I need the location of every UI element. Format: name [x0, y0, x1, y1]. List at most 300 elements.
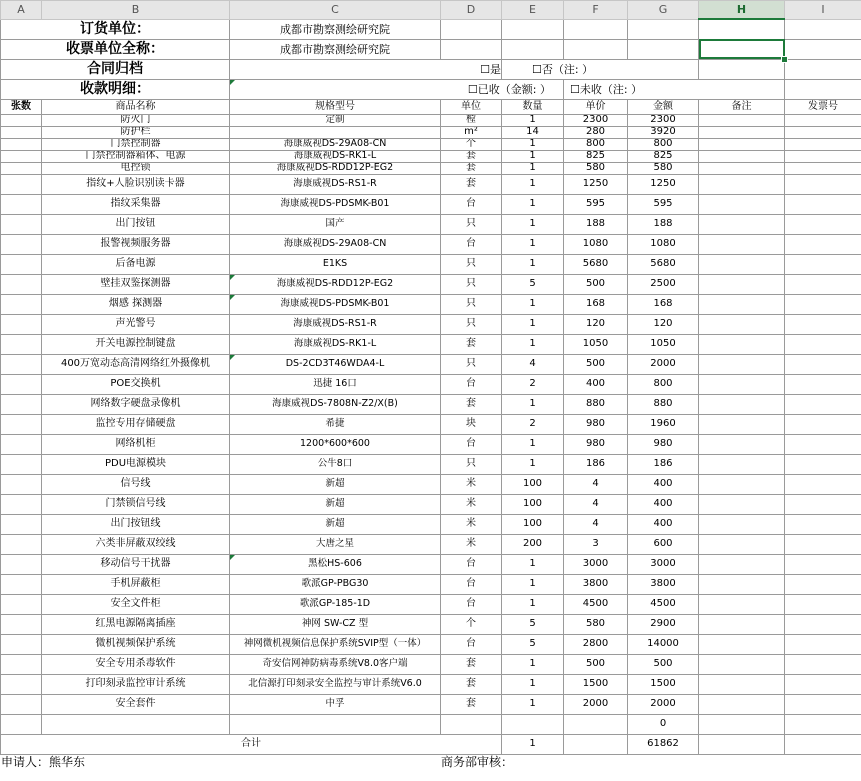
- price-cell[interactable]: 595: [564, 194, 628, 214]
- cell[interactable]: [628, 19, 699, 39]
- cell[interactable]: [1, 714, 42, 734]
- remarks-cell[interactable]: [699, 394, 785, 414]
- remarks-cell[interactable]: [699, 574, 785, 594]
- cell[interactable]: [628, 39, 699, 59]
- invoice-cell[interactable]: [785, 334, 861, 354]
- qty-cell[interactable]: 1: [502, 594, 564, 614]
- unit-cell[interactable]: 个: [441, 138, 502, 150]
- unit-cell[interactable]: 只: [441, 354, 502, 374]
- invoice-cell[interactable]: [785, 414, 861, 434]
- amount-cell[interactable]: 580: [628, 162, 699, 174]
- invoice-cell[interactable]: [785, 374, 861, 394]
- product-name-cell[interactable]: 指纹采集器: [42, 194, 230, 214]
- sheets-cell[interactable]: [1, 126, 42, 138]
- price-cell[interactable]: 2000: [564, 694, 628, 714]
- amount-cell[interactable]: 4500: [628, 594, 699, 614]
- total-qty[interactable]: 1: [502, 734, 564, 754]
- spec-cell[interactable]: 国产: [230, 214, 441, 234]
- product-name-cell[interactable]: 防护栏: [42, 126, 230, 138]
- unit-cell[interactable]: 台: [441, 574, 502, 594]
- cell[interactable]: [564, 714, 628, 734]
- remarks-cell[interactable]: [699, 434, 785, 454]
- sheets-cell[interactable]: [1, 574, 42, 594]
- invoice-cell[interactable]: [785, 634, 861, 654]
- amount-cell[interactable]: 3000: [628, 554, 699, 574]
- price-cell[interactable]: 580: [564, 162, 628, 174]
- amount-cell[interactable]: 1250: [628, 174, 699, 194]
- remarks-cell[interactable]: [699, 334, 785, 354]
- remarks-cell[interactable]: [699, 634, 785, 654]
- product-name-cell[interactable]: 红黑电源隔离插座: [42, 614, 230, 634]
- spec-cell[interactable]: 希捷: [230, 414, 441, 434]
- amount-cell[interactable]: 120: [628, 314, 699, 334]
- product-name-cell[interactable]: 壁挂双鉴探测器: [42, 274, 230, 294]
- spec-cell[interactable]: 海康威视DS-7808N-Z2/X(B): [230, 394, 441, 414]
- sheets-cell[interactable]: [1, 294, 42, 314]
- unit-cell[interactable]: m²: [441, 126, 502, 138]
- amount-cell[interactable]: 825: [628, 150, 699, 162]
- unit-cell[interactable]: 只: [441, 294, 502, 314]
- cell[interactable]: [502, 714, 564, 734]
- unit-cell[interactable]: 只: [441, 214, 502, 234]
- price-cell[interactable]: 4500: [564, 594, 628, 614]
- invoice-cell[interactable]: [785, 314, 861, 334]
- price-cell[interactable]: 500: [564, 354, 628, 374]
- cell[interactable]: [502, 39, 564, 59]
- amount-cell[interactable]: 2000: [628, 354, 699, 374]
- cell[interactable]: [441, 714, 502, 734]
- product-name-cell[interactable]: 门禁控制器: [42, 138, 230, 150]
- unit-cell[interactable]: 台: [441, 434, 502, 454]
- column-header-c[interactable]: C: [230, 1, 441, 20]
- price-cell[interactable]: 1080: [564, 234, 628, 254]
- amount-cell[interactable]: 3800: [628, 574, 699, 594]
- remarks-cell[interactable]: [699, 614, 785, 634]
- unit-cell[interactable]: 套: [441, 694, 502, 714]
- qty-cell[interactable]: 1: [502, 334, 564, 354]
- price-cell[interactable]: 800: [564, 138, 628, 150]
- spec-cell[interactable]: 海康威视DS-RS1-R: [230, 174, 441, 194]
- invoice-cell[interactable]: [785, 214, 861, 234]
- product-name-cell[interactable]: 开关电源控制键盘: [42, 334, 230, 354]
- sheets-cell[interactable]: [1, 554, 42, 574]
- column-header-h[interactable]: H: [699, 1, 785, 20]
- product-name-cell[interactable]: 烟感 探测器: [42, 294, 230, 314]
- qty-cell[interactable]: 1: [502, 654, 564, 674]
- sheets-cell[interactable]: [1, 514, 42, 534]
- spec-cell[interactable]: DS-2CD3T46WDA4-L: [230, 354, 441, 374]
- sheets-cell[interactable]: [1, 434, 42, 454]
- qty-cell[interactable]: 1: [502, 314, 564, 334]
- price-cell[interactable]: 1050: [564, 334, 628, 354]
- qty-cell[interactable]: 1: [502, 174, 564, 194]
- invoice-cell[interactable]: [785, 294, 861, 314]
- amount-cell[interactable]: 5680: [628, 254, 699, 274]
- invoice-cell[interactable]: [785, 394, 861, 414]
- price-cell[interactable]: 2300: [564, 114, 628, 126]
- spec-cell[interactable]: 新超: [230, 474, 441, 494]
- sheets-cell[interactable]: [1, 414, 42, 434]
- sheets-cell[interactable]: [1, 674, 42, 694]
- unit-cell[interactable]: 只: [441, 454, 502, 474]
- remarks-cell[interactable]: [699, 254, 785, 274]
- sheets-cell[interactable]: [1, 614, 42, 634]
- remarks-cell[interactable]: [699, 494, 785, 514]
- cell[interactable]: [230, 714, 441, 734]
- product-name-cell[interactable]: 电控锁: [42, 162, 230, 174]
- sheets-cell[interactable]: [1, 474, 42, 494]
- qty-cell[interactable]: 1: [502, 254, 564, 274]
- spec-cell[interactable]: 海康威视DS-RDD12P-EG2: [230, 274, 441, 294]
- product-name-cell[interactable]: 微机视频保护系统: [42, 634, 230, 654]
- amount-cell[interactable]: 2000: [628, 694, 699, 714]
- column-header-g[interactable]: G: [628, 1, 699, 20]
- sheets-cell[interactable]: [1, 374, 42, 394]
- contract-no-checkbox[interactable]: ☐否（注: ）: [502, 59, 699, 79]
- product-name-cell[interactable]: 手机屏蔽柜: [42, 574, 230, 594]
- product-name-cell[interactable]: 移动信号干扰器: [42, 554, 230, 574]
- spec-cell[interactable]: 神网 SW-CZ 型: [230, 614, 441, 634]
- invoice-cell[interactable]: [785, 554, 861, 574]
- cell[interactable]: [42, 714, 230, 734]
- sheets-cell[interactable]: [1, 174, 42, 194]
- amount-cell[interactable]: 2300: [628, 114, 699, 126]
- product-name-cell[interactable]: 指纹+人脸识别读卡器: [42, 174, 230, 194]
- remarks-cell[interactable]: [699, 150, 785, 162]
- spec-cell[interactable]: 1200*600*600: [230, 434, 441, 454]
- unit-cell[interactable]: 米: [441, 534, 502, 554]
- spec-cell[interactable]: 新超: [230, 494, 441, 514]
- amount-cell[interactable]: 3920: [628, 126, 699, 138]
- price-cell[interactable]: 500: [564, 654, 628, 674]
- qty-cell[interactable]: 2: [502, 414, 564, 434]
- unit-cell[interactable]: 台: [441, 554, 502, 574]
- sheets-cell[interactable]: [1, 138, 42, 150]
- spec-cell[interactable]: 黑松HS-606: [230, 554, 441, 574]
- unit-cell[interactable]: 台: [441, 234, 502, 254]
- qty-cell[interactable]: 4: [502, 354, 564, 374]
- sheets-cell[interactable]: [1, 274, 42, 294]
- sheets-cell[interactable]: [1, 394, 42, 414]
- price-cell[interactable]: 3800: [564, 574, 628, 594]
- remarks-cell[interactable]: [699, 694, 785, 714]
- price-cell[interactable]: 188: [564, 214, 628, 234]
- price-cell[interactable]: 980: [564, 434, 628, 454]
- invoice-cell[interactable]: [785, 654, 861, 674]
- remarks-cell[interactable]: [699, 594, 785, 614]
- qty-cell[interactable]: 200: [502, 534, 564, 554]
- spec-cell[interactable]: 北信源打印刻录安全监控与审计系统V6.0: [230, 674, 441, 694]
- amount-cell[interactable]: 2500: [628, 274, 699, 294]
- amount-cell[interactable]: 1080: [628, 234, 699, 254]
- remarks-cell[interactable]: [699, 274, 785, 294]
- order-unit-value[interactable]: 成都市勘察测绘研究院: [230, 19, 441, 39]
- qty-cell[interactable]: 100: [502, 514, 564, 534]
- contract-yes-checkbox[interactable]: ☐是: [230, 59, 502, 79]
- qty-cell[interactable]: 1: [502, 138, 564, 150]
- unit-cell[interactable]: 米: [441, 514, 502, 534]
- invoice-cell[interactable]: [785, 694, 861, 714]
- cell[interactable]: [785, 714, 861, 734]
- qty-cell[interactable]: 1: [502, 150, 564, 162]
- amount-cell[interactable]: 800: [628, 138, 699, 150]
- invoice-cell[interactable]: [785, 594, 861, 614]
- blank-amount-cell[interactable]: 0: [628, 714, 699, 734]
- qty-cell[interactable]: 100: [502, 494, 564, 514]
- sheets-cell[interactable]: [1, 694, 42, 714]
- amount-cell[interactable]: 600: [628, 534, 699, 554]
- product-name-cell[interactable]: 六类非屏蔽双绞线: [42, 534, 230, 554]
- column-header-f[interactable]: F: [564, 1, 628, 20]
- product-name-cell[interactable]: 网络数字硬盘录像机: [42, 394, 230, 414]
- sheets-cell[interactable]: [1, 594, 42, 614]
- qty-cell[interactable]: 1: [502, 294, 564, 314]
- remarks-cell[interactable]: [699, 534, 785, 554]
- qty-cell[interactable]: 1: [502, 194, 564, 214]
- invoice-cell[interactable]: [785, 138, 861, 150]
- cell[interactable]: [785, 734, 861, 754]
- amount-cell[interactable]: 500: [628, 654, 699, 674]
- column-header-i[interactable]: I: [785, 1, 861, 20]
- column-header-a[interactable]: A: [1, 1, 42, 20]
- price-cell[interactable]: 580: [564, 614, 628, 634]
- spec-cell[interactable]: 海康威视DS-PDSMK-B01: [230, 194, 441, 214]
- product-name-cell[interactable]: 后备电源: [42, 254, 230, 274]
- sheets-cell[interactable]: [1, 314, 42, 334]
- spec-cell[interactable]: 神网微机视频信息保护系统SVIP型（一体）: [230, 634, 441, 654]
- qty-cell[interactable]: 1: [502, 554, 564, 574]
- cell[interactable]: [441, 39, 502, 59]
- cell[interactable]: [699, 19, 785, 39]
- amount-cell[interactable]: 595: [628, 194, 699, 214]
- unit-cell[interactable]: 只: [441, 314, 502, 334]
- total-amount[interactable]: 61862: [628, 734, 699, 754]
- qty-cell[interactable]: 1: [502, 234, 564, 254]
- spec-cell[interactable]: 中孚: [230, 694, 441, 714]
- product-name-cell[interactable]: 400万宽动态高清网络红外摄像机: [42, 354, 230, 374]
- cell[interactable]: [699, 59, 785, 79]
- spec-cell[interactable]: 海康威视DS-RK1-L: [230, 150, 441, 162]
- unit-cell[interactable]: 套: [441, 654, 502, 674]
- amount-cell[interactable]: 168: [628, 294, 699, 314]
- cell[interactable]: [564, 39, 628, 59]
- price-cell[interactable]: 168: [564, 294, 628, 314]
- cell[interactable]: [785, 39, 861, 59]
- remarks-cell[interactable]: [699, 414, 785, 434]
- remarks-cell[interactable]: [699, 674, 785, 694]
- amount-cell[interactable]: 880: [628, 394, 699, 414]
- sheets-cell[interactable]: [1, 150, 42, 162]
- remarks-cell[interactable]: [699, 126, 785, 138]
- price-cell[interactable]: 400: [564, 374, 628, 394]
- qty-cell[interactable]: 14: [502, 126, 564, 138]
- selected-cell-h3[interactable]: [699, 39, 785, 59]
- unit-cell[interactable]: 台: [441, 594, 502, 614]
- sheets-cell[interactable]: [1, 162, 42, 174]
- invoice-cell[interactable]: [785, 674, 861, 694]
- cell[interactable]: [564, 19, 628, 39]
- invoice-cell[interactable]: [785, 614, 861, 634]
- cell[interactable]: [785, 19, 861, 39]
- qty-cell[interactable]: 5: [502, 274, 564, 294]
- qty-cell[interactable]: 1: [502, 114, 564, 126]
- spec-cell[interactable]: 海康威视DS-29A08-CN: [230, 138, 441, 150]
- amount-cell[interactable]: 186: [628, 454, 699, 474]
- remarks-cell[interactable]: [699, 214, 785, 234]
- unit-cell[interactable]: 只: [441, 254, 502, 274]
- product-name-cell[interactable]: 报警视频服务器: [42, 234, 230, 254]
- price-cell[interactable]: 5680: [564, 254, 628, 274]
- product-name-cell[interactable]: PDU电源模块: [42, 454, 230, 474]
- unit-cell[interactable]: 套: [441, 674, 502, 694]
- spec-cell[interactable]: 新超: [230, 514, 441, 534]
- spec-cell[interactable]: [230, 126, 441, 138]
- product-name-cell[interactable]: 门禁控制器箱体、电源: [42, 150, 230, 162]
- unit-cell[interactable]: 台: [441, 374, 502, 394]
- unit-cell[interactable]: 套: [441, 162, 502, 174]
- unit-cell[interactable]: 米: [441, 494, 502, 514]
- price-cell[interactable]: 3000: [564, 554, 628, 574]
- price-cell[interactable]: 1500: [564, 674, 628, 694]
- remarks-cell[interactable]: [699, 374, 785, 394]
- qty-cell[interactable]: 1: [502, 394, 564, 414]
- qty-cell[interactable]: 1: [502, 674, 564, 694]
- spec-cell[interactable]: E1KS: [230, 254, 441, 274]
- qty-cell[interactable]: 5: [502, 614, 564, 634]
- sheets-cell[interactable]: [1, 654, 42, 674]
- sheets-cell[interactable]: [1, 254, 42, 274]
- product-name-cell[interactable]: 出门按钮线: [42, 514, 230, 534]
- product-name-cell[interactable]: 安全文件柜: [42, 594, 230, 614]
- product-name-cell[interactable]: 安全专用杀毒软件: [42, 654, 230, 674]
- spec-cell[interactable]: 公牛8口: [230, 454, 441, 474]
- remarks-cell[interactable]: [699, 314, 785, 334]
- spec-cell[interactable]: 海康威视DS-29A08-CN: [230, 234, 441, 254]
- remarks-cell[interactable]: [699, 294, 785, 314]
- price-cell[interactable]: 880: [564, 394, 628, 414]
- spec-cell[interactable]: 海康威视DS-RK1-L: [230, 334, 441, 354]
- invoice-cell[interactable]: [785, 174, 861, 194]
- qty-cell[interactable]: 1: [502, 162, 564, 174]
- column-header-d[interactable]: D: [441, 1, 502, 20]
- sheets-cell[interactable]: [1, 334, 42, 354]
- amount-cell[interactable]: 800: [628, 374, 699, 394]
- column-header-e[interactable]: E: [502, 1, 564, 20]
- spec-cell[interactable]: 定制: [230, 114, 441, 126]
- qty-cell[interactable]: 1: [502, 434, 564, 454]
- price-cell[interactable]: 980: [564, 414, 628, 434]
- cell[interactable]: [785, 59, 861, 79]
- amount-cell[interactable]: 1050: [628, 334, 699, 354]
- qty-cell[interactable]: 2: [502, 374, 564, 394]
- remarks-cell[interactable]: [699, 194, 785, 214]
- unit-cell[interactable]: 台: [441, 634, 502, 654]
- sheets-cell[interactable]: [1, 234, 42, 254]
- unit-cell[interactable]: 套: [441, 150, 502, 162]
- cell[interactable]: [441, 19, 502, 39]
- sheets-cell[interactable]: [1, 114, 42, 126]
- invoice-cell[interactable]: [785, 234, 861, 254]
- price-cell[interactable]: 500: [564, 274, 628, 294]
- unit-cell[interactable]: 台: [441, 194, 502, 214]
- unit-cell[interactable]: 块: [441, 414, 502, 434]
- invoice-cell[interactable]: [785, 514, 861, 534]
- amount-cell[interactable]: 400: [628, 514, 699, 534]
- invoice-cell[interactable]: [785, 454, 861, 474]
- unit-cell[interactable]: 米: [441, 474, 502, 494]
- spec-cell[interactable]: 海康威视DS-RDD12P-EG2: [230, 162, 441, 174]
- price-cell[interactable]: 3: [564, 534, 628, 554]
- invoice-cell[interactable]: [785, 114, 861, 126]
- amount-cell[interactable]: 1500: [628, 674, 699, 694]
- unit-cell[interactable]: 只: [441, 274, 502, 294]
- product-name-cell[interactable]: POE交换机: [42, 374, 230, 394]
- amount-cell[interactable]: 400: [628, 474, 699, 494]
- amount-cell[interactable]: 2900: [628, 614, 699, 634]
- qty-cell[interactable]: 1: [502, 694, 564, 714]
- cell[interactable]: [699, 714, 785, 734]
- qty-cell[interactable]: 5: [502, 634, 564, 654]
- remarks-cell[interactable]: [699, 138, 785, 150]
- sheets-cell[interactable]: [1, 214, 42, 234]
- spec-cell[interactable]: 奇安信网神防病毒系统V8.0客户端: [230, 654, 441, 674]
- price-cell[interactable]: 186: [564, 454, 628, 474]
- price-cell[interactable]: 4: [564, 474, 628, 494]
- amount-cell[interactable]: 980: [628, 434, 699, 454]
- spec-cell[interactable]: 大唐之星: [230, 534, 441, 554]
- price-cell[interactable]: 825: [564, 150, 628, 162]
- sheets-cell[interactable]: [1, 634, 42, 654]
- sheets-cell[interactable]: [1, 454, 42, 474]
- spec-cell[interactable]: 海康威视DS-RS1-R: [230, 314, 441, 334]
- invoice-cell[interactable]: [785, 434, 861, 454]
- remarks-cell[interactable]: [699, 454, 785, 474]
- qty-cell[interactable]: 1: [502, 574, 564, 594]
- remarks-cell[interactable]: [699, 474, 785, 494]
- product-name-cell[interactable]: 安全套件: [42, 694, 230, 714]
- spec-cell[interactable]: 海康威视DS-PDSMK-B01: [230, 294, 441, 314]
- product-name-cell[interactable]: 网络机柜: [42, 434, 230, 454]
- remarks-cell[interactable]: [699, 234, 785, 254]
- spec-cell[interactable]: 歌派GP-PBG30: [230, 574, 441, 594]
- payment-received-checkbox[interactable]: ☐已收（金额: ）: [230, 79, 564, 99]
- product-name-cell[interactable]: 门禁锁信号线: [42, 494, 230, 514]
- receiver-value[interactable]: 成都市勘察测绘研究院: [230, 39, 441, 59]
- invoice-cell[interactable]: [785, 354, 861, 374]
- sheets-cell[interactable]: [1, 354, 42, 374]
- qty-cell[interactable]: 1: [502, 454, 564, 474]
- invoice-cell[interactable]: [785, 150, 861, 162]
- product-name-cell[interactable]: 声光警号: [42, 314, 230, 334]
- unit-cell[interactable]: 樘: [441, 114, 502, 126]
- product-name-cell[interactable]: 出门按钮: [42, 214, 230, 234]
- cell[interactable]: [785, 79, 861, 99]
- invoice-cell[interactable]: [785, 162, 861, 174]
- sheets-cell[interactable]: [1, 194, 42, 214]
- price-cell[interactable]: 280: [564, 126, 628, 138]
- invoice-cell[interactable]: [785, 254, 861, 274]
- cell[interactable]: [502, 19, 564, 39]
- unit-cell[interactable]: 套: [441, 394, 502, 414]
- remarks-cell[interactable]: [699, 174, 785, 194]
- sheets-cell[interactable]: [1, 534, 42, 554]
- cell[interactable]: [699, 734, 785, 754]
- invoice-cell[interactable]: [785, 194, 861, 214]
- price-cell[interactable]: 1250: [564, 174, 628, 194]
- unit-cell[interactable]: 套: [441, 174, 502, 194]
- remarks-cell[interactable]: [699, 554, 785, 574]
- unit-cell[interactable]: 个: [441, 614, 502, 634]
